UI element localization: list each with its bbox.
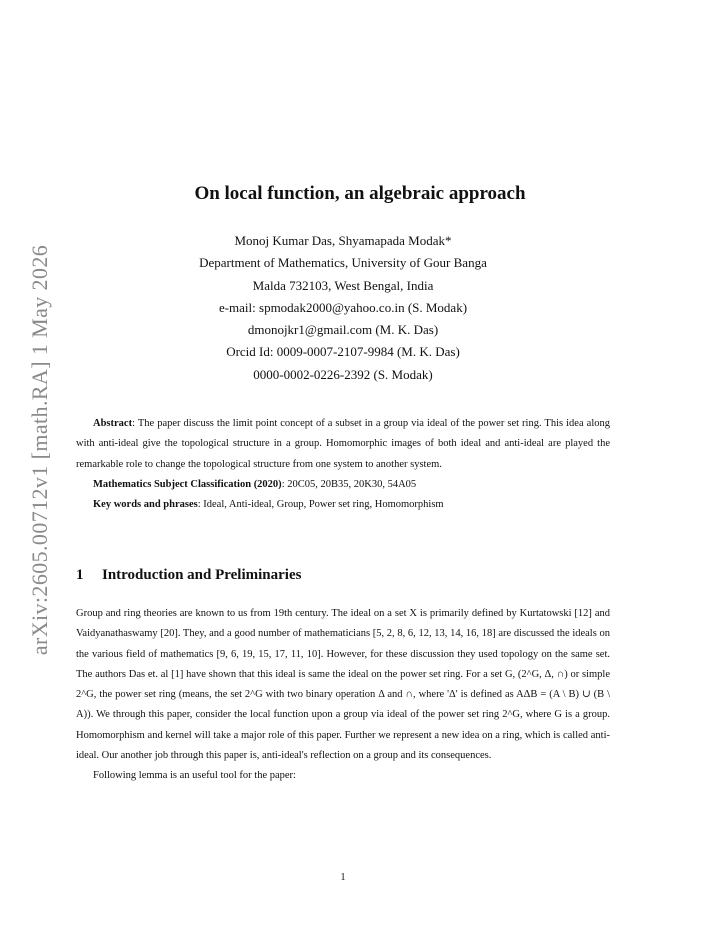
abstract-label: Abstract <box>93 418 133 429</box>
keywords-label: Key words and phrases <box>93 499 198 511</box>
lemma-intro-paragraph: Following lemma is an useful tool for the paper: <box>93 770 296 782</box>
author-orcid-modak: 0000-0002-0226-2392 (S. Modak) <box>253 366 433 382</box>
author-block <box>0 230 686 386</box>
author-address: Malda 732103, West Bengal, India <box>252 277 434 293</box>
section-title: Introduction and Preliminaries <box>102 567 302 583</box>
msc-label: Mathematics Subject Classification (2020) <box>93 478 282 490</box>
abstract-paragraph <box>76 414 610 475</box>
msc-line <box>76 475 610 495</box>
intro-paragraph: Group and ring theories are known to us from 19th century. The ideal on a set X is primarily defined by Kurtatowski [12] and Vaidyanathaswamy [20]. They, and a good number of mathematicians [5, 2, 8, 6, 12, 13, 14, 16, 18] are discussed the ideals on the various field of mathematics [9, 6, 19, 15, 17, 11, 10]. However, for these discussion they used topology on the same set. The authors Das et. al [1] have shown that this ideal is same the ideal on the power set ring. For a set G, (2^G, Δ, ∩) or simple 2^G, the power set ring (means, the set 2^G with two binary operation Δ and ∩, where 'Δ' is defined as AΔB = (A \ B) ∪ (B \ A)). We through this paper, consider the local function upon a group via ideal of the power set ring 2^G, where G is a group. Homomorphism and kernel will take a major role of this paper. Further we represent a new idea on a ring, which is called anti-ideal. Our another job through this paper is, anti-ideal's reflection on a group and its consequences. <box>76 608 610 762</box>
author-orcid-das: Orcid Id: 0009-0007-2107-9984 (M. K. Das) <box>226 344 460 360</box>
arxiv-identifier: arXiv:2605.00712v1 [math.RA] 1 May 2026 <box>27 244 52 656</box>
keywords-line <box>76 495 610 515</box>
author-email-modak: e-mail: spmodak2000@yahoo.co.in (S. Modak) <box>218 299 468 315</box>
page-number: 1 <box>340 872 346 883</box>
abstract-block <box>76 414 610 515</box>
section-heading <box>76 567 301 584</box>
section-number: 1 <box>76 567 84 583</box>
paper-title: On local function, an algebraic approach <box>194 183 526 204</box>
author-email-das: dmonojkr1@gmail.com (M. K. Das) <box>247 322 439 338</box>
msc-codes: : 20C05, 20B35, 20K30, 54A05 <box>281 478 417 490</box>
keywords-text: : Ideal, Anti-ideal, Group, Power set ring, Homomorphism <box>197 499 444 511</box>
author-department: Department of Mathematics, University of Gour Banga <box>199 255 487 271</box>
abstract-text: : The paper discuss the limit point concept of a subset in a group via ideal of the power set ring. This idea along with anti-ideal give the topological structure in a group. Homomorphic images of both ideal and anti-ideal are played the remarkable role to change the topological structure from one system to another system. <box>76 418 610 470</box>
author-names: Monoj Kumar Das, Shyamapada Modak* <box>234 233 452 248</box>
section-body <box>76 604 610 787</box>
